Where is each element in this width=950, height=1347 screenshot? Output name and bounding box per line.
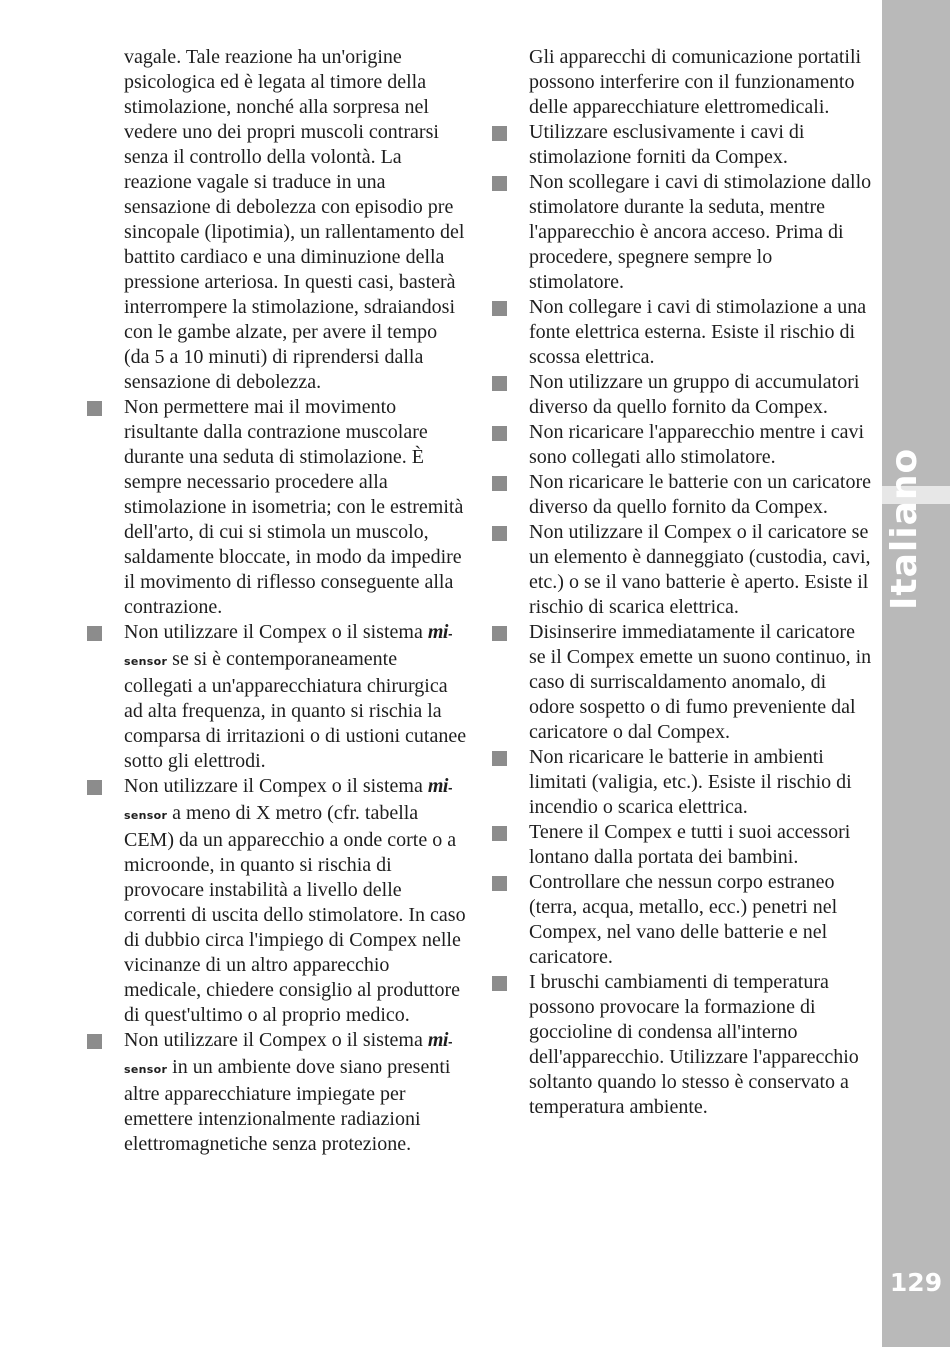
square-bullet-icon	[492, 976, 507, 991]
square-bullet-icon	[492, 626, 507, 641]
list-item	[492, 295, 872, 370]
square-bullet-icon	[492, 176, 507, 191]
list-item	[87, 620, 467, 774]
list-item-text-end: se si è contemporaneamente collegati a un'apparecchiatura chirurgica ad alta frequenza, in quanto si rischia la comparsa di irritazioni o di ustioni cutanee sotto gli elettrodi.	[124, 648, 467, 772]
list-item-text: Tenere il Compex e tutti i suoi accessori lontano dalla portata dei bambini.	[529, 821, 851, 868]
square-bullet-icon	[492, 426, 507, 441]
square-bullet-icon	[87, 626, 102, 641]
square-bullet-icon	[492, 126, 507, 141]
left-column	[87, 45, 467, 1157]
list-item-text: Non ricaricare le batterie con un caricatore diverso da quello fornito da Compex.	[529, 471, 872, 518]
list-item-text-start: Non utilizzare il Compex o il sistema	[124, 1029, 423, 1051]
list-item-text: Non utilizzare un gruppo di accumulatori diverso da quello fornito da Compex.	[529, 371, 860, 418]
right-column	[492, 45, 872, 1120]
list-item	[492, 470, 872, 520]
list-item-text: Non ricaricare l'apparecchio mentre i cavi sono collegati allo stimolatore.	[529, 421, 865, 468]
mi-sensor-suffix: -sensor	[124, 1036, 453, 1076]
language-label: Italiano	[884, 447, 925, 610]
list-item-text-start: Non utilizzare il Compex o il sistema	[124, 775, 423, 797]
square-bullet-icon	[492, 376, 507, 391]
list-item	[492, 620, 872, 745]
square-bullet-icon	[492, 476, 507, 491]
square-bullet-icon	[492, 526, 507, 541]
list-item-text: Non permettere mai il movimento risultante dalla contrazione muscolare durante una seduta di stimolazione. È sempre necessario procedere alla stimolazione in isometria; con le estremità dell'arto, di cui si stimola un muscolo, saldamente bloccate, in modo da impedire il movimento di riflesso conseguente alla contrazione.	[124, 396, 464, 618]
mi-sensor-suffix: -sensor	[124, 628, 453, 668]
language-side-tab	[882, 0, 950, 1347]
list-item	[492, 970, 872, 1120]
left-intro-paragraph: vagale. Tale reazione ha un'origine psicologica ed è legata al timore della stimolazione, nonché alla sorpresa nel vedere uno dei propri muscoli contrarsi senza il controllo della volontà. La reazione vagale si traduce in una sensazione di debolezza con episodio pre sincopale (lipotimia), un rallentamento del battito cardiaco e una diminuzione della pressione arteriosa. In questi casi, basterà interrompere la stimolazione, sdraiandosi con le gambe alzate, per avere il tempo (da 5 a 10 minuti) di riprendersi dalla sensazione di debolezza.	[124, 46, 465, 393]
right-intro-paragraph: Gli apparecchi di comunicazione portatili possono interferire con il funzionamento delle apparecchiature elettromedicali.	[529, 46, 862, 118]
list-item	[87, 774, 467, 1028]
square-bullet-icon	[492, 751, 507, 766]
mi-logo: mi	[427, 621, 448, 643]
list-item	[492, 170, 872, 295]
list-item	[492, 370, 872, 420]
list-item-text: I bruschi cambiamenti di temperatura possono provocare la formazione di goccioline di condensa all'interno dell'apparecchio. Utilizzare l'apparecchio soltanto quando lo stesso è conservato a temperatura ambiente.	[529, 971, 859, 1118]
square-bullet-icon	[492, 826, 507, 841]
list-item	[87, 395, 467, 620]
list-item-text-start: Non utilizzare il Compex o il sistema	[124, 621, 423, 643]
mi-sensor-suffix: -sensor	[124, 782, 453, 822]
list-item	[492, 420, 872, 470]
square-bullet-icon	[87, 780, 102, 795]
list-item-text: Non utilizzare il Compex o il caricatore se un elemento è danneggiato (custodia, cavi, etc.) o se il vano batterie è aperto. Esiste il rischio di scarica elettrica.	[529, 521, 871, 618]
square-bullet-icon	[87, 1034, 102, 1049]
mi-logo: mi	[427, 775, 448, 797]
list-item-text: Controllare che nessun corpo estraneo (terra, acqua, metallo, ecc.) penetri nel Compex, nel vano delle batterie e nel caricatore.	[529, 871, 838, 968]
square-bullet-icon	[492, 876, 507, 891]
list-item	[492, 745, 872, 820]
list-item	[492, 120, 872, 170]
list-item-text: Utilizzare esclusivamente i cavi di stimolazione forniti da Compex.	[529, 121, 805, 168]
list-item-text: Non ricaricare le batterie in ambienti limitati (valigia, etc.). Esiste il rischio di incendio o scarica elettrica.	[529, 746, 852, 818]
square-bullet-icon	[492, 301, 507, 316]
square-bullet-icon	[87, 401, 102, 416]
right-bullet-list	[492, 120, 872, 1120]
list-item	[87, 1028, 467, 1157]
page-number: 129	[889, 1268, 943, 1297]
list-item	[492, 870, 872, 970]
list-item-text: Non collegare i cavi di stimolazione a una fonte elettrica esterna. Esiste il rischio di scossa elettrica.	[529, 296, 867, 368]
list-item	[492, 520, 872, 620]
list-item-text-end: in un ambiente dove siano presenti altre apparecchiature impiegate per emettere intenzionalmente radiazioni elettromagnetiche senza protezione.	[124, 1056, 451, 1155]
list-item	[492, 820, 872, 870]
list-item-text: Non scollegare i cavi di stimolazione dallo stimolatore durante la seduta, mentre l'apparecchio è ancora acceso. Prima di procedere, spegnere sempre lo stimolatore.	[529, 171, 872, 293]
mi-logo: mi	[427, 1029, 448, 1051]
list-item-text: Disinserire immediatamente il caricatore se il Compex emette un suono continuo, in caso di surriscaldamento anomalo, di odore sospetto o di fumo preveniente dal caricatore o dal Compex.	[529, 621, 872, 743]
list-item-text-end: a meno di X metro (cfr. tabella CEM) da un apparecchio a onde corte o a microonde, in quanto si rischia di provocare instabilità a livello delle correnti di uscita dello stimolatore. In caso di dubbio circa l'impiego di Compex nelle vicinanze di un altro apparecchio medicale, chiedere consiglio al produttore di quest'ultimo o al proprio medico.	[124, 802, 466, 1026]
